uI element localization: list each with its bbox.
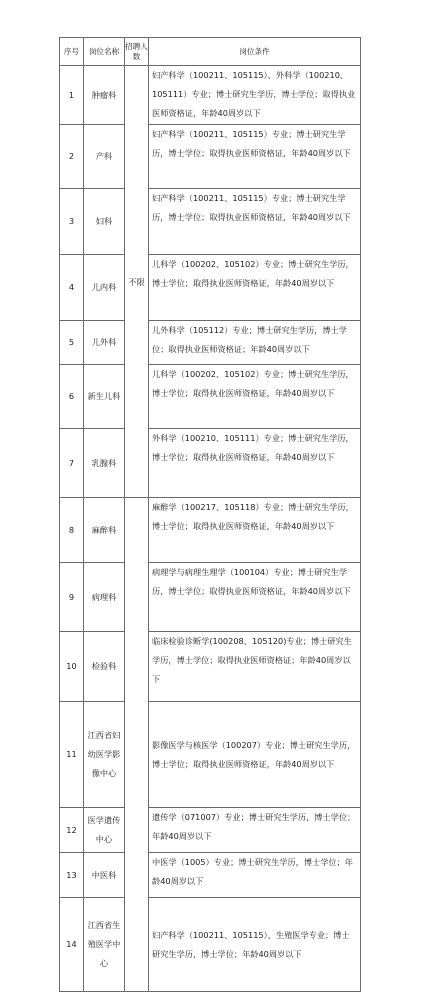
row-number: 13 <box>60 853 84 898</box>
row-number: 7 <box>60 429 84 498</box>
table-row <box>60 321 361 365</box>
position-conditions: 遗传学（071007）专业；博士研究生学历，博士学位；年龄40周岁以下 <box>149 808 361 853</box>
quota-cell: 不限 <box>125 66 149 498</box>
row-number: 3 <box>60 189 84 255</box>
department-name: 病理科 <box>84 563 125 632</box>
position-conditions: 临床检验诊断学(100208、105120)专业；博士研究生学历，博士学位；取得执业医师资格证；年龄40周岁以下 <box>149 632 361 702</box>
row-number: 5 <box>60 321 84 365</box>
table-row <box>60 66 361 125</box>
table-row <box>60 125 361 189</box>
department-name: 儿内科 <box>84 255 125 321</box>
row-number: 4 <box>60 255 84 321</box>
table-row <box>60 563 361 632</box>
table-row <box>60 189 361 255</box>
table-row <box>60 255 361 321</box>
row-number: 1 <box>60 66 84 125</box>
row-number: 12 <box>60 808 84 853</box>
header-seq: 序号 <box>60 38 84 66</box>
table-row <box>60 365 361 429</box>
department-name: 产科 <box>84 125 125 189</box>
department-name: 检验科 <box>84 632 125 702</box>
department-name: 乳腺科 <box>84 429 125 498</box>
position-conditions: 妇产科学（100211、105115）专业；博士研究生学历，博士学位；取得执业医师资格证，年龄40周岁以下 <box>149 189 361 255</box>
table-row <box>60 702 361 808</box>
row-number: 8 <box>60 498 84 563</box>
position-conditions: 麻醉学（100217、105118）专业；博士研究生学历，博士学位；取得执业医师资格证，年龄40周岁以下 <box>149 498 361 563</box>
header-position: 岗位名称 <box>84 38 125 66</box>
department-name: 肿瘤科 <box>84 66 125 125</box>
department-name: 中医科 <box>84 853 125 898</box>
header-row <box>60 38 361 66</box>
department-name: 麻醉科 <box>84 498 125 563</box>
table-row <box>60 498 361 563</box>
position-conditions: 妇产科学（100211、105115）、生殖医学专业；博士研究生学历，博士学位；年龄40周岁以下 <box>149 898 361 992</box>
row-number: 6 <box>60 365 84 429</box>
position-conditions: 儿外科学（105112）专业；博士研究生学历，博士学位；取得执业医师资格证；年龄40周岁以下 <box>149 321 361 365</box>
position-conditions: 儿科学（100202、105102）专业；博士研究生学历，博士学位；取得执业医师资格证，年龄40周岁以下 <box>149 255 361 321</box>
position-conditions: 中医学（1005）专业；博士研究生学历，博士学位；年龄40周岁以下 <box>149 853 361 898</box>
department-name: 妇科 <box>84 189 125 255</box>
department-name: 医学遗传中心 <box>84 808 125 853</box>
row-number: 9 <box>60 563 84 632</box>
row-number: 11 <box>60 702 84 808</box>
position-conditions: 外科学（100210、105111）专业；博士研究生学历，博士学位；取得执业医师资格证，年龄40周岁以下 <box>149 429 361 498</box>
header-conditions: 岗位条件 <box>149 38 361 66</box>
department-name: 新生儿科 <box>84 365 125 429</box>
department-name: 儿外科 <box>84 321 125 365</box>
position-conditions: 影像医学与核医学（100207）专业；博士研究生学历，博士学位；取得执业医师资格证，年龄40周岁以下 <box>149 702 361 808</box>
department-name: 江西省生殖医学中心 <box>84 898 125 992</box>
table-row <box>60 632 361 702</box>
row-number: 10 <box>60 632 84 702</box>
row-number: 2 <box>60 125 84 189</box>
positions-table <box>59 37 361 992</box>
table-row <box>60 853 361 898</box>
department-name: 江西省妇幼医学影像中心 <box>84 702 125 808</box>
position-conditions: 儿科学（100202、105102）专业；博士研究生学历，博士学位；取得执业医师资格证，年龄40周岁以下 <box>149 365 361 429</box>
row-number: 14 <box>60 898 84 992</box>
table-row <box>60 429 361 498</box>
position-conditions: 妇产科学（100211、105115）专业；博士研究生学历，博士学位；取得执业医师资格证，年龄40周岁以下 <box>149 125 361 189</box>
table-row <box>60 808 361 853</box>
header-count: 招聘人数 <box>125 38 149 66</box>
position-conditions: 病理学与病理生理学（100104）专业；博士研究生学历，博士学位；取得执业医师资格证，年龄40周岁以下 <box>149 563 361 632</box>
table-row <box>60 898 361 992</box>
quota-cell-empty <box>125 498 149 992</box>
position-conditions: 妇产科学（100211、105115）、外科学（100210、105111）专业；博士研究生学历，博士学位；取得执业医师资格证，年龄40周岁以下 <box>149 66 361 125</box>
